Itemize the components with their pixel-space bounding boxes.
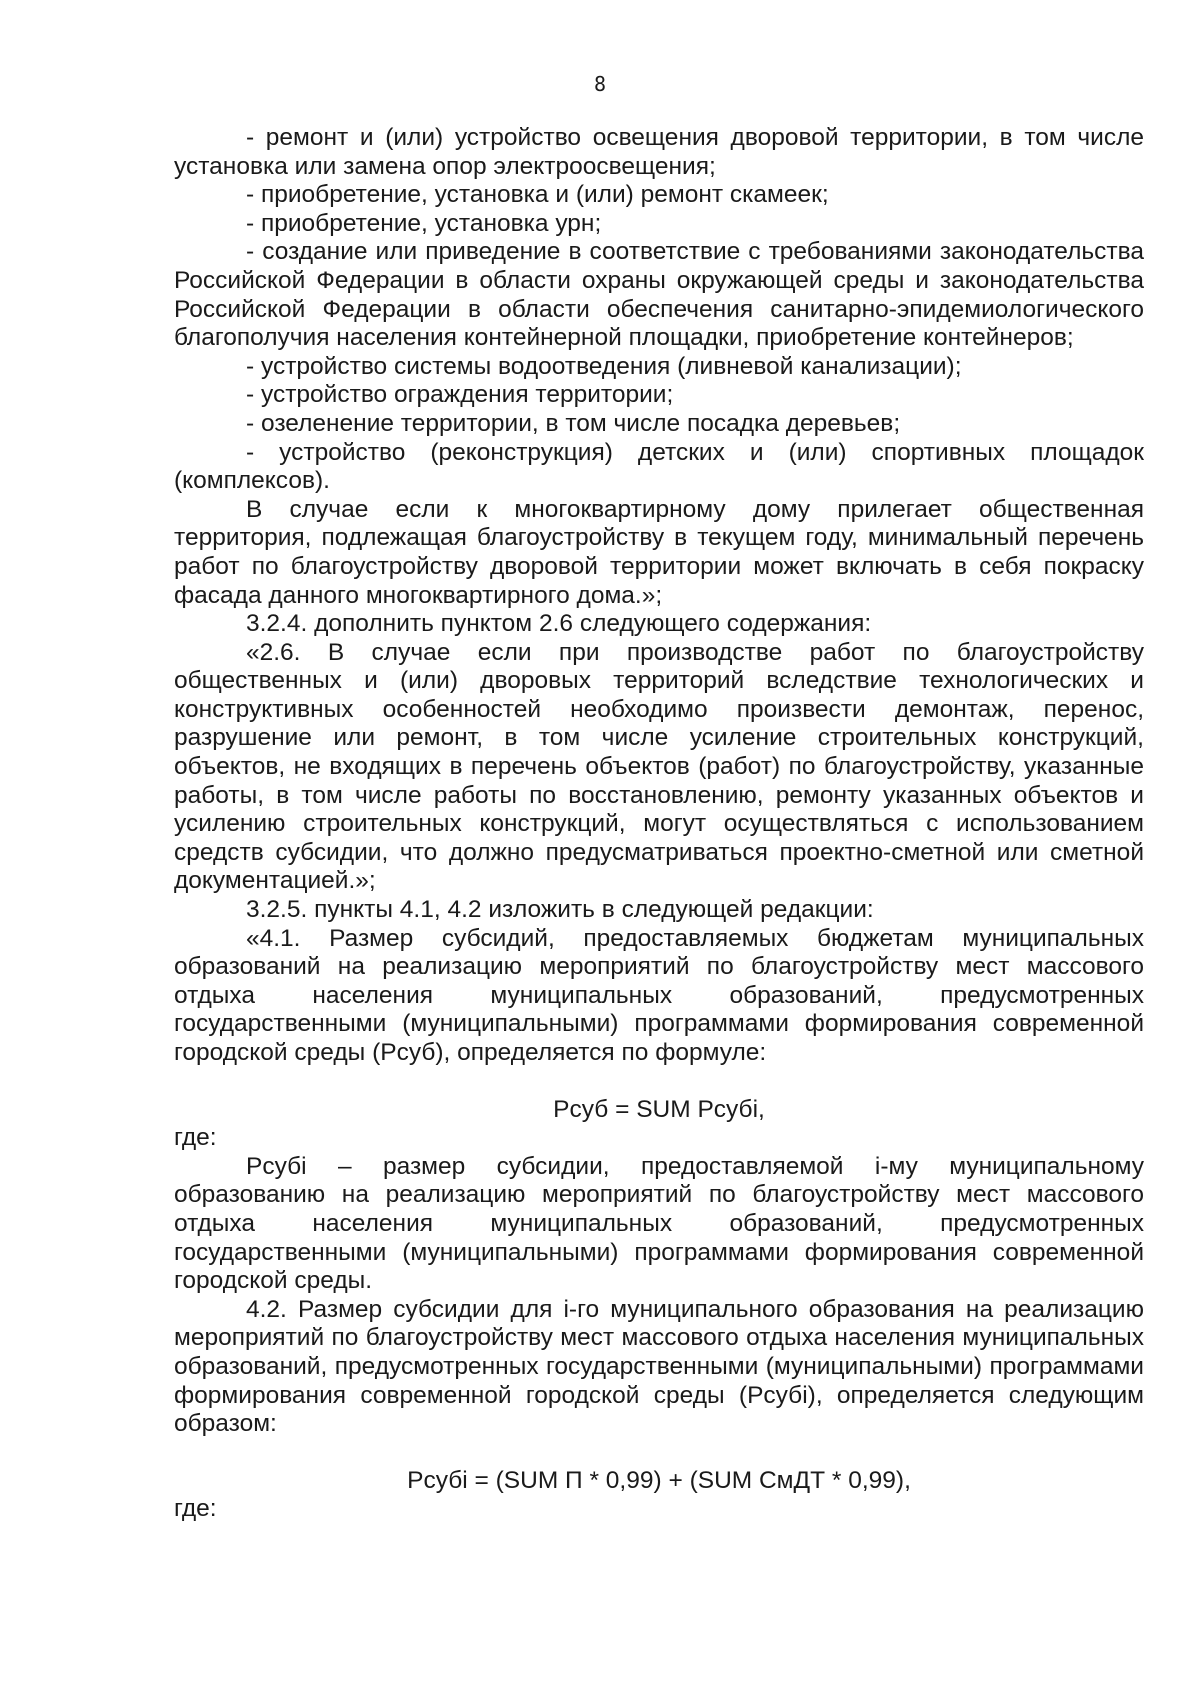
paragraph-2-6: «2.6. В случае если при производстве работ по благоустройству общественных и (или) дворовых территорий вследствие технологических и конструктивных особенностей необходимо произвести демонтаж, перенос, разрушение или ремонт, в том числе усиление строительных конструкций, объектов, не входящих в перечень объектов (работ) по благоустройству, указанные работы, в том числе работы по восстановлению, ремонту указанных объектов и усилению строительных конструкций, могут осуществляться с использованием средств субсидии, что должно предусматриваться проектно-сметной или сметной документацией.»;: [174, 638, 1144, 895]
paragraph-facade: В случае если к многоквартирному дому прилегает общественная территория, подлежащая благоустройству в текущем году, минимальный перечень работ по благоустройству дворовой территории может включать в себя покраску фасада данного многоквартирного дома.»;: [174, 495, 1144, 609]
paragraph-container-site: - создание или приведение в соответствие с требованиями законодательства Российской Федерации в области охраны окружающей среды и законодательства Российской Федерации в области обеспечения санитарно-эпидемиологического благополучия населения контейнерной площадки, приобретение контейнеров;: [174, 238, 1144, 352]
paragraph-benches: - приобретение, установка и (или) ремонт скамеек;: [246, 181, 829, 209]
paragraph-3-2-4: 3.2.4. дополнить пунктом 2.6 следующего содержания:: [246, 610, 872, 638]
paragraph-drainage: - устройство системы водоотведения (ливневой канализации);: [246, 352, 962, 380]
paragraph-playgrounds: - устройство (реконструкция) детских и (или) спортивных площадок (комплексов).: [174, 438, 1144, 495]
where-label-2: где:: [174, 1495, 217, 1523]
where-label: где:: [174, 1124, 217, 1152]
paragraph-4-1: «4.1. Размер субсидий, предоставляемых бюджетам муниципальных образований на реализацию мероприятий по благоустройству мест массового отдыха населения муниципальных образований, предусмотренных государственными (муниципальными) программами формирования современной городской среды (Рсуб), определяется по формуле:: [174, 924, 1144, 1066]
page-number: 8: [593, 72, 607, 96]
paragraph-greening: - озеленение территории, в том числе посадка деревьев;: [246, 409, 901, 437]
paragraph-rsubi-definition: Рсубi – размер субсидии, предоставляемой i-му муниципальному образованию на реализацию мероприятий по благоустройству мест массового отдыха населения муниципальных образований, предусмотренных государственными (муниципальными) программами формирования современной городской среды.: [174, 1152, 1144, 1295]
paragraph-lighting: - ремонт и (или) устройство освещения дворовой территории, в том числе установка или замена опор электроосвещения;: [174, 124, 1144, 180]
paragraph-3-2-5: 3.2.5. пункты 4.1, 4.2 изложить в следующей редакции:: [246, 896, 874, 924]
formula-subsidy-i: Рсубi = (SUM П * 0,99) + (SUM СмДТ * 0,99),: [407, 1466, 911, 1494]
paragraph-bins: - приобретение, установка урн;: [246, 209, 602, 237]
document-body: [174, 124, 1144, 1524]
paragraph-fencing: - устройство ограждения территории;: [246, 381, 674, 409]
paragraph-4-2: 4.2. Размер субсидии для i-го муниципального образования на реализацию мероприятий по благоустройству мест массового отдыха населения муниципальных образований, предусмотренных государственными (муниципальными) программами формирования современной городской среды (Рсубi), определяется следующим образом:: [174, 1295, 1144, 1438]
formula-total-subsidy: Рсуб = SUM Рсубi,: [553, 1095, 765, 1123]
